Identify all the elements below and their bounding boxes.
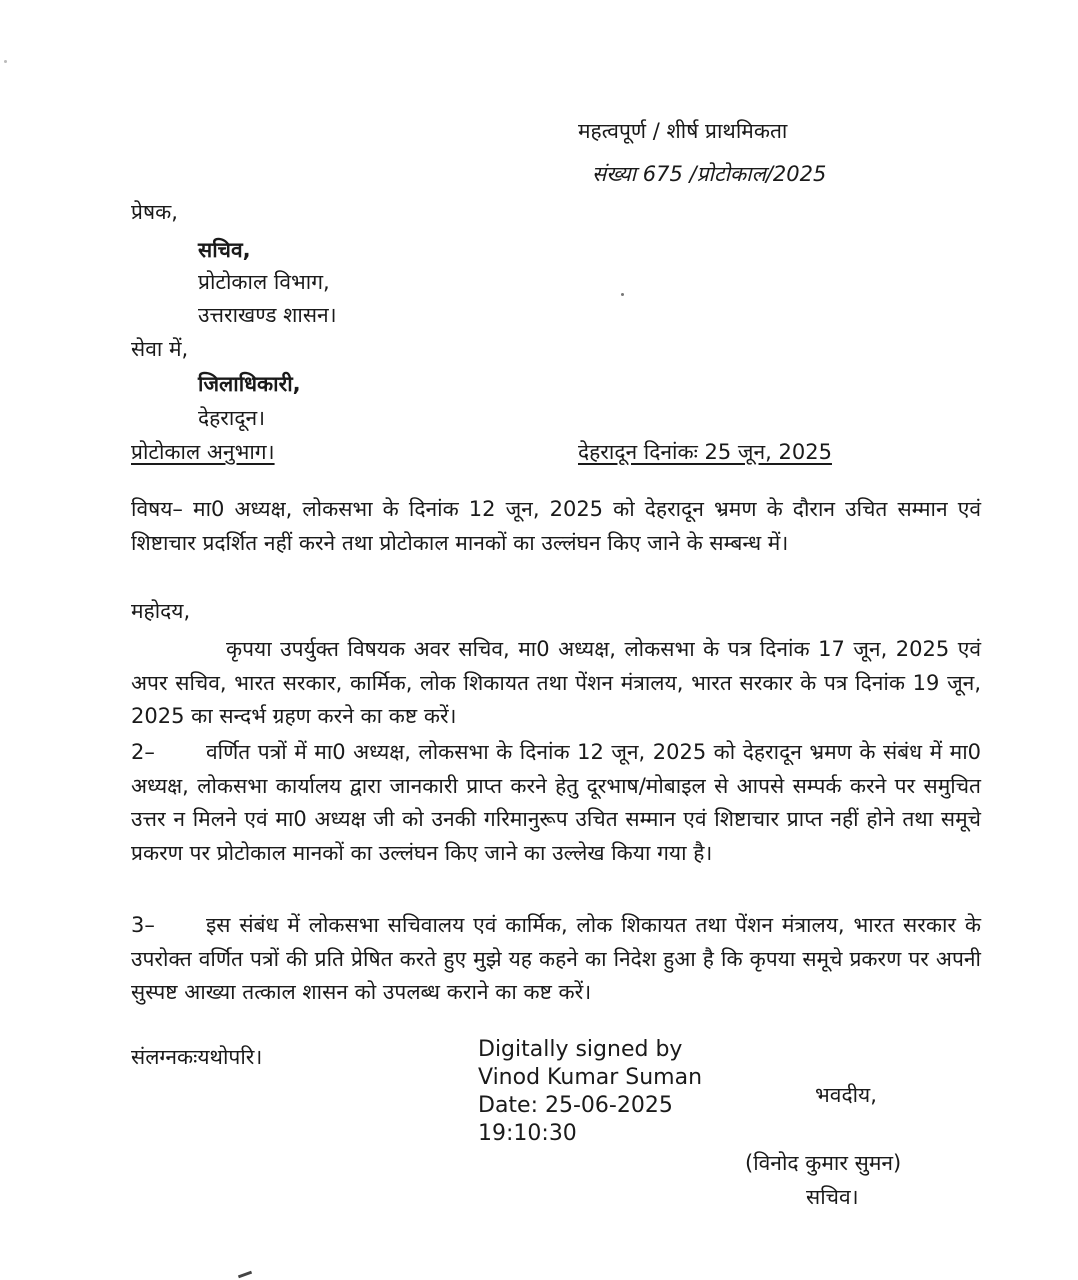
recipient-name: जिलाधिकारी, xyxy=(198,372,301,396)
paragraph-3-text: इस संबंध में लोकसभा सचिवालय एवं कार्मिक, लोक शिकायत तथा पेंशन मंत्रालय, भारत सरकार के उपरोक्त वर्णित पत्रों की प्रति प्रेषित करते हुए मुझे यह कहने का निदेश हुआ है कि कृपया समूचे प्रकरण पर अपनी सुस्पष्ट आख्या तत्काल शासन को उपलब्ध कराने का कष्ट करें। xyxy=(131,913,981,1004)
sender-label: प्रेषक, xyxy=(131,200,178,224)
paragraph-2-number: 2– xyxy=(131,740,155,764)
sender-name: सचिव, xyxy=(198,238,251,262)
sender-government: उत्तराखण्ड शासन। xyxy=(198,303,337,327)
section-name: प्रोटोकाल अनुभाग। xyxy=(131,440,275,464)
digital-signature-block xyxy=(478,1036,702,1148)
subject: विषय– मा0 अध्यक्ष, लोकसभा के दिनांक 12 जून, 2025 को देहरादून भ्रमण के दौरान उचित सम्मान एवं शिष्टाचार प्रदर्शित नहीं करने तथा प्रोटोकाल मानकों का उल्लंघन किए जाने के सम्बन्ध में। xyxy=(131,497,981,555)
digital-signature-time: 19:10:30 xyxy=(478,1121,577,1146)
priority-label: महत्वपूर्ण / शीर्ष प्राथमिकता xyxy=(578,119,788,143)
scan-speck xyxy=(4,60,7,63)
paragraph-3 xyxy=(131,909,981,1010)
paragraph-2-text: वर्णित पत्रों में मा0 अध्यक्ष, लोकसभा के दिनांक 12 जून, 2025 को देहरादून भ्रमण के संबंध में मा0 अध्यक्ष, लोकसभा कार्यालय द्वारा जानकारी प्राप्त करने हेतु दूरभाष/मोबाइल से आपसे सम्पर्क करने पर समुचित उत्तर न मिलने एवं मा0 अध्यक्ष जी को उनकी गरिमानुरूप उचित सम्मान एवं शिष्टाचार प्राप्त नहीं होने तथा समूचे प्रकरण पर प्रोटोकाल मानकों का उल्लंघन किए जाने का उल्लेख किया गया है। xyxy=(131,740,981,865)
signatory-name: (विनोद कुमार सुमन) xyxy=(745,1151,902,1175)
reference-number: संख्या 675 /प्रोटोकाल/2025 xyxy=(592,162,827,186)
scan-speck xyxy=(621,293,624,296)
closing-yours: भवदीय, xyxy=(815,1083,877,1107)
scan-mark xyxy=(238,1271,252,1279)
salutation: महोदय, xyxy=(131,599,191,623)
recipient-place: देहरादून। xyxy=(198,406,266,430)
digital-signature-line: Digitally signed by xyxy=(478,1037,683,1062)
enclosure-note: संलग्नकःयथोपरि। xyxy=(131,1045,263,1069)
paragraph-3-number: 3– xyxy=(131,913,155,937)
recipient-label: सेवा में, xyxy=(131,337,189,361)
digital-signature-date: Date: 25-06-2025 xyxy=(478,1093,673,1118)
paragraph-2 xyxy=(131,736,981,870)
digital-signature-signer: Vinod Kumar Suman xyxy=(478,1065,703,1090)
dateline: देहरादून दिनांकः 25 जून, 2025 xyxy=(578,440,832,464)
sender-department: प्रोटोकाल विभाग, xyxy=(198,270,330,294)
paragraph-1: कृपया उपर्युक्त विषयक अवर सचिव, मा0 अध्यक्ष, लोकसभा के पत्र दिनांक 17 जून, 2025 एवं अपर सचिव, भारत सरकार, कार्मिक, लोक शिकायत तथा पेंशन मंत्रालय, भारत सरकार के पत्र दिनांक 19 जून, 2025 का सन्दर्भ ग्रहण करने का कष्ट करें। xyxy=(131,637,981,728)
signatory-designation: सचिव। xyxy=(806,1185,859,1209)
